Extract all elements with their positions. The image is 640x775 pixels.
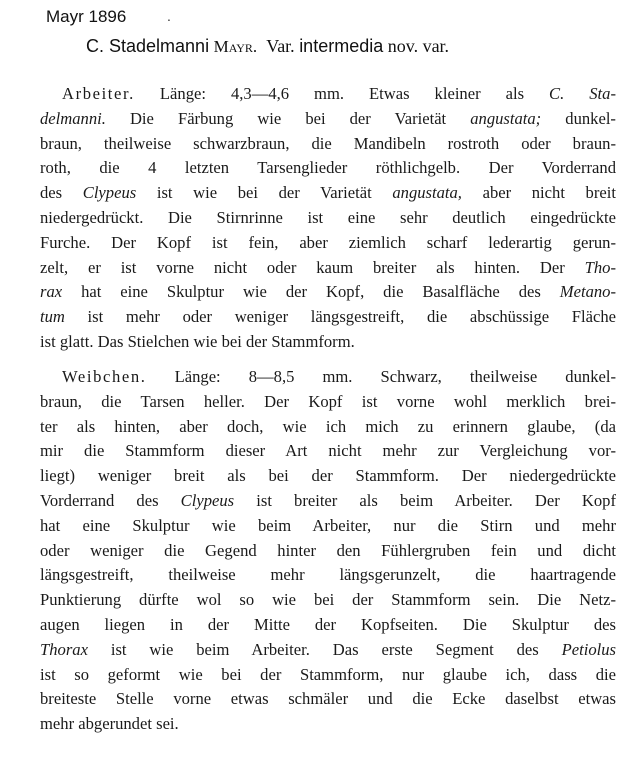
text-line: ist so geformt wie bei der Stammform, nur glaube ich, dass die xyxy=(40,664,616,684)
italic-term: Metano- xyxy=(559,282,616,302)
italic-term: tum xyxy=(40,307,65,327)
worker-paragraph xyxy=(40,82,616,355)
var-abbrev: Var. xyxy=(266,36,295,56)
text-line: niedergedrückt. Die Stirnrinne ist eine sehr deutlich eingedrückte xyxy=(40,207,616,227)
text-run: aber nicht breit xyxy=(482,183,616,203)
text-line xyxy=(40,181,616,206)
source-label: Mayr 1896 xyxy=(46,7,127,26)
text-line xyxy=(40,365,616,390)
italic-term: C. Sta- xyxy=(549,84,616,103)
text-line: liegt) weniger breit als bei der Stammform. Der niedergedrückte xyxy=(40,466,616,486)
italic-term: delmanni. xyxy=(40,108,106,128)
text-line: hat eine Skulptur wie beim Arbeiter, nur die Stirn und mehr xyxy=(40,515,616,535)
text-run: ist breiter als beim Arbeiter. Der Kopf xyxy=(256,490,616,510)
text-line: braun, theilweise schwarzbraun, die Mandibeln rostroth oder braun- xyxy=(40,133,616,153)
text-line: augen liegen in der Mitte der Kopfseiten. Die Skulptur des xyxy=(40,614,616,634)
italic-term: Clypeus xyxy=(180,490,235,510)
text-line: Furche. Der Kopf ist fein, aber ziemlich scharf lederartig gerun- xyxy=(40,232,616,252)
italic-term: angustata; xyxy=(470,108,542,128)
female-paragraph xyxy=(40,365,616,737)
text-line xyxy=(40,280,616,305)
text-line xyxy=(40,489,616,514)
stray-mark: . xyxy=(167,8,171,24)
text-line: braun, die Tarsen heller. Der Kopf ist vorne wohl merklich brei- xyxy=(40,391,616,411)
text-line xyxy=(40,107,616,132)
text-run: zelt, er ist vorne nicht oder kaum breiter als hinten. Der xyxy=(40,257,565,277)
caste-label-female: Weibchen. xyxy=(62,367,147,386)
variety-status: nov. var. xyxy=(387,36,450,56)
text-line: mir die Stammform dieser Art nicht mehr zur Vergleichung vor- xyxy=(40,441,616,461)
text-run: dunkel- xyxy=(565,108,616,128)
text-line xyxy=(40,638,616,663)
text-line xyxy=(40,82,616,107)
text-line: roth, die 4 letzten Tarsenglieder röthlichgelb. Der Vorderrand xyxy=(40,158,616,178)
text-run: ist wie beim Arbeiter. Das erste Segment des xyxy=(110,639,539,659)
author-name: Mayr. xyxy=(213,37,258,56)
text-run: Länge: 4,3—4,6 mm. Etwas kleiner als xyxy=(159,84,525,103)
text-run: ist wie bei der Varietät xyxy=(156,183,372,203)
text-line: längsgestreift, theilweise mehr längsgerunzelt, die haartragende xyxy=(40,565,616,585)
text-run: Länge: 8—8,5 mm. Schwarz, theilweise dunkel- xyxy=(174,367,616,386)
italic-term: Petiolus xyxy=(561,639,616,659)
species-name: C. Stadelmanni xyxy=(86,36,210,56)
text-line: mehr abgerundet sei. xyxy=(40,714,179,734)
text-run: Die Färbung wie bei der Varietät xyxy=(129,108,447,128)
caste-label-worker: Arbeiter. xyxy=(62,84,135,103)
text-line: ist glatt. Das Stielchen wie bei der Stammform. xyxy=(40,331,355,351)
text-run: Vorderrand des xyxy=(40,490,159,510)
italic-term: Thorax xyxy=(40,639,88,659)
variety-name: intermedia xyxy=(299,36,384,56)
text-line xyxy=(40,305,616,330)
italic-term: Clypeus xyxy=(82,183,137,203)
text-line: oder weniger die Gegend hinter den Fühlergruben fein und dicht xyxy=(40,540,616,560)
text-run: des xyxy=(40,183,63,203)
italic-term: rax xyxy=(40,282,63,302)
italic-term: angustata, xyxy=(392,183,462,203)
text-line: Punktierung dürfte wol so wie bei der Stammform sein. Die Netz- xyxy=(40,590,616,610)
text-run: hat eine Skulptur wie der Kopf, die Basalfläche des xyxy=(81,282,541,302)
text-line: ter als hinten, aber doch, wie ich mich zu erinnern glaube, (da xyxy=(40,416,616,436)
text-run: ist mehr oder weniger längsgestreift, die abschüssige Fläche xyxy=(87,307,616,327)
species-heading xyxy=(86,36,449,57)
text-line xyxy=(40,256,616,281)
text-line: breiteste Stelle vorne etwas schmäler und die Ecke daselbst etwas xyxy=(40,689,616,709)
italic-term: Tho- xyxy=(584,257,616,277)
